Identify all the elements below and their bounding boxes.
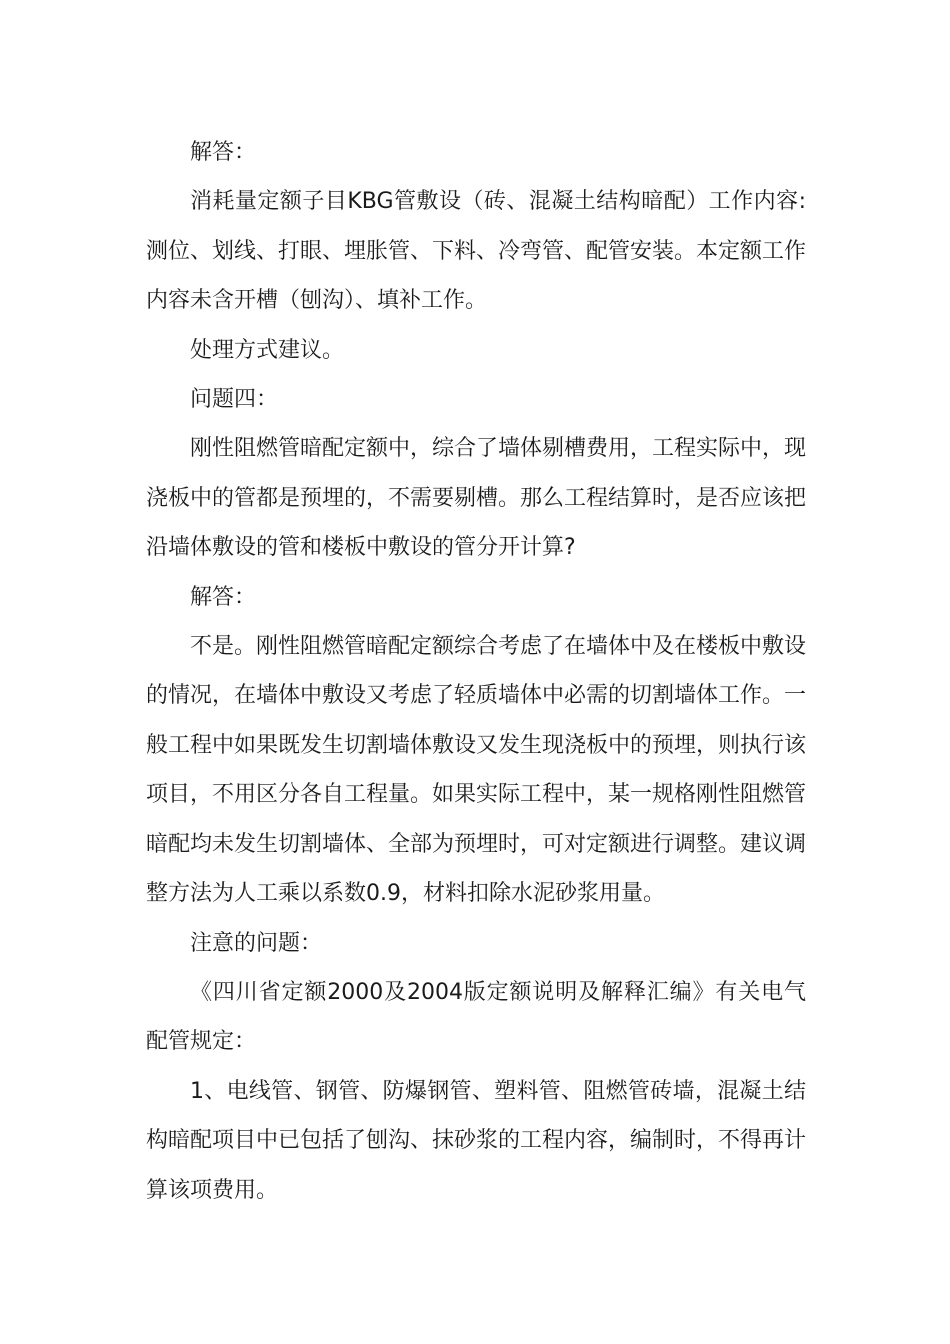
paragraph-answer-label-1: 解答： [190,140,257,165]
paragraph-answer-text: 不是。刚性阻燃管暗配定额综合考虑了在墙体中及在楼板中敷设的情况，在墙体中敷设又考虑了轻质墙体中必需的切割墙体工作。一般工程中如果既发生切割墙体敷设又发生现浇板中的预埋，则执行该项目，不用区分各自工程量。如果实际工程中，某一规格刚性阻燃管暗配均未发生切割墙体、全部为预埋时，可对定额进行调整。建议调整方法为人工乘以系数0.9，材料扣除水泥砂浆用量。 [146,634,807,907]
paragraph-question-four-text: 刚性阻燃管暗配定额中，综合了墙体剔槽费用，工程实际中，现浇板中的管都是预埋的，不需要剔槽。那么工程结算时，是否应该把沿墙体敷设的管和楼板中敷设的管分开计算? [146,436,807,561]
paragraph-question-four-label: 问题四： [190,387,279,413]
paragraph-sichuan-quota-reference: 《四川省定额2000及2004版定额说明及解释汇编》有关电气配管规定： [146,979,806,1055]
paragraph-answer-label-2: 解答： [190,584,257,610]
paragraph-rule-item-1: 1、电线管、钢管、防爆钢管、塑料管、阻燃管砖墙，混凝土结构暗配项目中已包括了刨沟、抹砂浆的工程内容，编制时，不得再计算该项费用。 [146,1078,807,1203]
document-body [146,128,806,1215]
paragraph-handling-suggestion: 处理方式建议。 [190,337,345,363]
paragraph-kbg-work-content: 消耗量定额子目KBG管敷设（砖、混凝土结构暗配）工作内容:测位、划线、打眼、埋胀管、下料、冷弯管、配管安装。本定额工作内容未含开槽（刨沟）、填补工作。 [146,189,807,314]
paragraph-notes-label: 注意的问题： [190,930,323,956]
